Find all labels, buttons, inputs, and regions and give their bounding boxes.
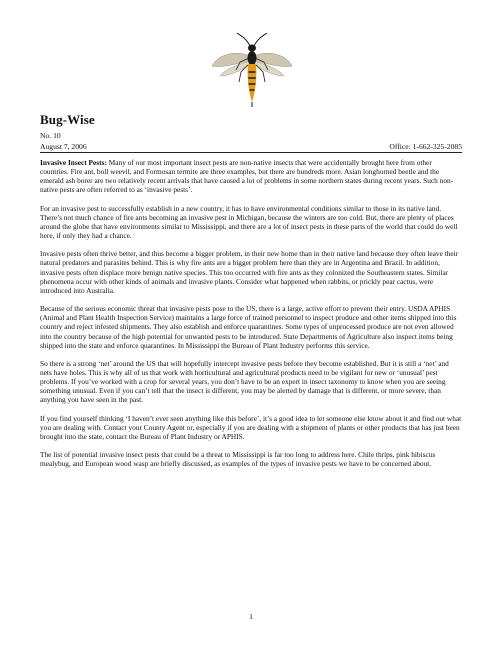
paragraph-establishment: For an invasive pest to successfully establish in a new country, it has to have environmental conditions similar to those in its native land. There’s not much chance of fire ants becoming an invasive pest in Michigan, because the winters are too cold. But, there are plenty of places around the globe that have environments similar to Mississippi, and there are a lot of insect pests in these parts of the world that could do well here, if only they had a chance. xyxy=(40,203,458,241)
newsletter-title: Bug-Wise xyxy=(40,112,95,127)
paragraph-list: The list of potential invasive insect pests that could be a threat to Mississippi is far too long to address here. Chile thrips, pink hibiscus mealybug, and European wood wasp are briefly discussed, as examples of the types of invasive pests we have to be concerned about. xyxy=(40,450,436,469)
paragraph-prevention: Because of the serious economic threat that invasive pests pose to the US, there is a large, active effort to prevent their entry. USDA APHIS (Animal and Plant Health Inspection Service) maintains a large force of trained personnel to inspect produce and other items shipped into this country and reject infested shipments. They also establish and enforce quarantines. Some types of unprocessed produce are not even allowed into the country because of the high potential for unwanted pests to be introduced. State Departments of Agriculture also inspect items being shipped into the state and enforce quarantines. In Mississippi the Bureau of Plant Industry performs this service. xyxy=(40,304,457,350)
issue-number: No. 10 xyxy=(40,131,61,140)
paragraph-net: So there is a strong ‘net’ around the US that will hopefully intercept invasive pests before they become established. But it is still a ‘net’ and nets have holes. This is why all of us that work with horticultural and agricultural products need to be vigilant for new or ‘unusual’ pest problems. If you’ve worked with a crop for several years, you don’t have to be an expert in insect taxonomy to know when you are seeing something unusual. Even if you can’t tell that the insect is different, you may be alerted by damage that is different, or more severe, than anything you have seen in the past. xyxy=(40,358,449,405)
paragraph-thrive: Invasive pests often thrive better, and thus become a bigger problem, in their new home than in their native land because they often leave their natural predators and parasites behind. This is why fire ants are a bigger problem here than they are in Argentina and Brazil. In addition, invasive pests often displace more benign native species. This too occurred with fire ants as they colonized the Southeastern states. Similar phenomena occur with other kinds of animals and invasive plants. Consider what happened when rabbits, or prickly pear cactus, were introduced into Australia. xyxy=(40,249,459,295)
wood-wasp-icon xyxy=(210,32,294,108)
paragraph-report: If you find yourself thinking ‘I haven’t ever seen anything like this before’, it’s a good idea to let someone else know about it and find out what you are dealing with. Contact your County Agent or, especially if you are dealing with a shipment of plants or other products that has just been brought into the state, contact the Bureau of Plant Industry or APHIS. xyxy=(40,413,462,441)
header-divider xyxy=(40,152,462,153)
issue-date: August 7, 2006 xyxy=(40,142,87,151)
lead-heading: Invasive Insect Pests: xyxy=(40,158,107,167)
article-body xyxy=(40,158,462,477)
page-number: 1 xyxy=(249,612,253,621)
paragraph-intro-text: Many of our most important insect pests are non-native insects that were accidentally brought here from other countries. Fire ant, boll weevil, and Formosan termite are three examples, but there are hundreds more. Asian longhorned beetle and the emerald ash borer are two relatively recent arrivals that have caused a lot of problems in some northern states during recent years. Such non-native pests are often referred to as ‘invasive pests’. xyxy=(40,158,454,195)
office-phone: Office: 1-662-325-2085 xyxy=(389,142,462,151)
paragraph-intro xyxy=(40,158,462,195)
